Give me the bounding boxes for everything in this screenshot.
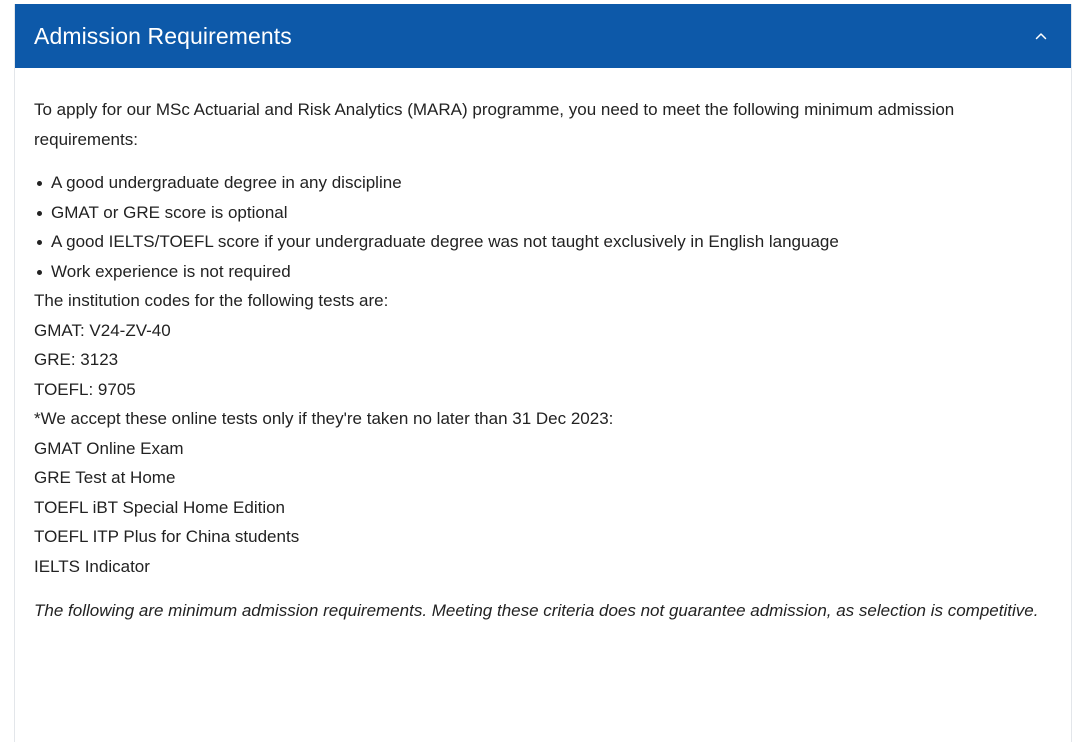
code-gmat: GMAT: V24-ZV-40 — [34, 320, 171, 340]
codes-heading: The institution codes for the following tests are: — [34, 291, 389, 310]
requirements-list — [34, 168, 1051, 286]
online-test-item: GRE Test at Home — [34, 468, 176, 487]
online-test-item: IELTS Indicator — [34, 556, 150, 576]
list-item: A good undergraduate degree in any discipline — [34, 168, 1051, 198]
list-item: A good IELTS/TOEFL score if your undergraduate degree was not taught exclusively in English language — [34, 227, 1051, 257]
disclaimer-text: The following are minimum admission requirements. Meeting these criteria does not guarantee admission, as selection is competitive. — [34, 601, 1039, 620]
online-tests — [34, 404, 1051, 581]
code-gre: GRE: 3123 — [34, 350, 119, 369]
accordion-title: Admission Requirements — [34, 22, 292, 49]
institution-codes — [34, 286, 1051, 404]
intro-text: To apply for our MSc Actuarial and Risk Analytics (MARA) programme, you need to meet the following minimum admission requirements: — [34, 100, 955, 149]
list-item: Work experience is not required — [34, 257, 1051, 287]
online-test-item: TOEFL iBT Special Home Edition — [34, 497, 286, 517]
online-test-item: GMAT Online Exam — [34, 438, 184, 458]
accordion-header[interactable] — [15, 4, 1071, 68]
accordion-body — [15, 68, 1071, 625]
chevron-up-icon[interactable] — [1031, 26, 1051, 46]
online-test-item: TOEFL ITP Plus for China students — [34, 527, 300, 546]
code-toefl: TOEFL: 9705 — [34, 379, 136, 399]
online-tests-heading: *We accept these online tests only if they're taken no later than 31 Dec 2023: — [34, 409, 614, 428]
list-item: GMAT or GRE score is optional — [34, 198, 1051, 228]
admission-requirements-accordion — [14, 4, 1072, 742]
